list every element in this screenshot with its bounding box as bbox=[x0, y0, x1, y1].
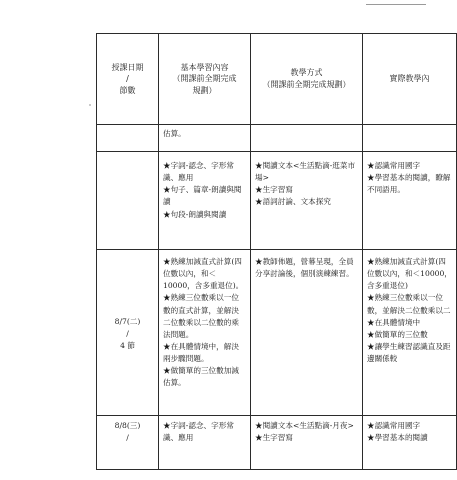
header-content-title: 基本學習內容 bbox=[180, 62, 229, 72]
list-item: ★教師佈題，營幕呈現，全員分享討論後，個別演練練習。 bbox=[255, 257, 354, 279]
date-cell bbox=[97, 152, 159, 250]
table-row bbox=[97, 416, 457, 470]
list-item: ★熟練加減直式計算(四位數以內，和＜10000，含多重退位)。 bbox=[163, 257, 244, 291]
list-item: ★在具體情境中 bbox=[367, 317, 421, 327]
list-item: ★認識常用國字 bbox=[367, 161, 421, 170]
list-item: ★生字習寫 bbox=[255, 185, 293, 195]
content-cell bbox=[159, 152, 251, 250]
lesson-plan-table bbox=[96, 33, 457, 470]
method-cell bbox=[251, 416, 363, 470]
session-count: 4 節 bbox=[120, 341, 135, 351]
header-basic-content bbox=[159, 34, 251, 125]
list-item: ★學習基本的閱讀，瞭解不同語用。 bbox=[367, 173, 451, 195]
date-cell bbox=[97, 125, 159, 152]
header-method-title: 教學方式 bbox=[290, 68, 323, 78]
list-item: ★認識常用國字 bbox=[367, 421, 421, 430]
header-date-sessions bbox=[97, 34, 159, 125]
header-actual-content bbox=[363, 34, 457, 125]
list-item: 估算。 bbox=[163, 129, 186, 138]
list-item: ★在具體情境中，解決兩步驟問題。 bbox=[163, 341, 239, 364]
date-cell bbox=[97, 250, 159, 416]
list-item: ★做簡單的三位數加減估算。 bbox=[163, 366, 239, 388]
actual-cell bbox=[363, 250, 457, 416]
table-row bbox=[97, 125, 457, 152]
date-slash: / bbox=[126, 328, 129, 338]
actual-cell bbox=[363, 125, 457, 152]
header-slash: / bbox=[126, 74, 129, 84]
list-item: ★字詞-認念、字形常識、應用 bbox=[163, 161, 234, 183]
header-content-note-2: 規劃） bbox=[192, 85, 217, 95]
table-row bbox=[97, 152, 457, 250]
list-item: ★語詞討論、文本探究 bbox=[255, 197, 331, 207]
header-date-label: 授課日期 bbox=[111, 62, 144, 72]
actual-cell bbox=[363, 152, 457, 250]
list-item: ★熟練三位數乘以一位數的直式計算，並解決二位數乘以二位數的乘法問題。 bbox=[163, 293, 239, 339]
method-cell bbox=[251, 125, 363, 152]
list-item: ★學習基本的閱讀 bbox=[367, 433, 428, 443]
content-cell bbox=[159, 250, 251, 416]
header-teaching-method bbox=[251, 34, 363, 125]
header-method-note: （開課前全期完成規劃） bbox=[262, 80, 351, 89]
list-item: ★閱讀文本<生活點滴-逛菜市場> bbox=[255, 161, 356, 183]
header-actual-title: 實際教學內 bbox=[389, 74, 430, 84]
date-slash: / bbox=[126, 433, 129, 443]
list-item: ★熟練加減直式計算(四位數以內，和＜10000，含多重退位) bbox=[367, 257, 452, 291]
list-item: ★熟練三位數乘以一位數，並解決二位數乘以二 bbox=[367, 293, 451, 315]
session-date: 8/7(二) bbox=[114, 316, 141, 326]
date-cell bbox=[97, 416, 159, 470]
table-header-row bbox=[97, 34, 457, 125]
method-cell bbox=[251, 250, 363, 416]
scan-speck bbox=[89, 104, 91, 106]
list-item: ★做簡單的三位數 bbox=[367, 329, 428, 339]
actual-cell bbox=[363, 416, 457, 470]
session-date: 8/8(三) bbox=[114, 421, 141, 430]
table-row bbox=[97, 250, 457, 416]
list-item: ★讓學生練習認識直及距邊關係較 bbox=[367, 341, 451, 364]
list-item: ★字詞-認念、字形常識、應用 bbox=[163, 421, 234, 443]
list-item: ★生字習寫 bbox=[255, 433, 293, 443]
content-cell bbox=[159, 416, 251, 470]
list-item: ★閱讀文本<生活點滴-月夜> bbox=[255, 421, 354, 430]
header-sessions-label: 節數 bbox=[119, 85, 136, 95]
list-item: ★句段-朗讀與閱讀 bbox=[163, 209, 227, 219]
header-content-note-1: （開課前全期完成 bbox=[172, 74, 237, 84]
method-cell bbox=[251, 152, 363, 250]
list-item: ★句子、篇章-朗讀與閱讀 bbox=[163, 185, 242, 207]
header-rule bbox=[366, 4, 426, 5]
content-cell bbox=[159, 125, 251, 152]
